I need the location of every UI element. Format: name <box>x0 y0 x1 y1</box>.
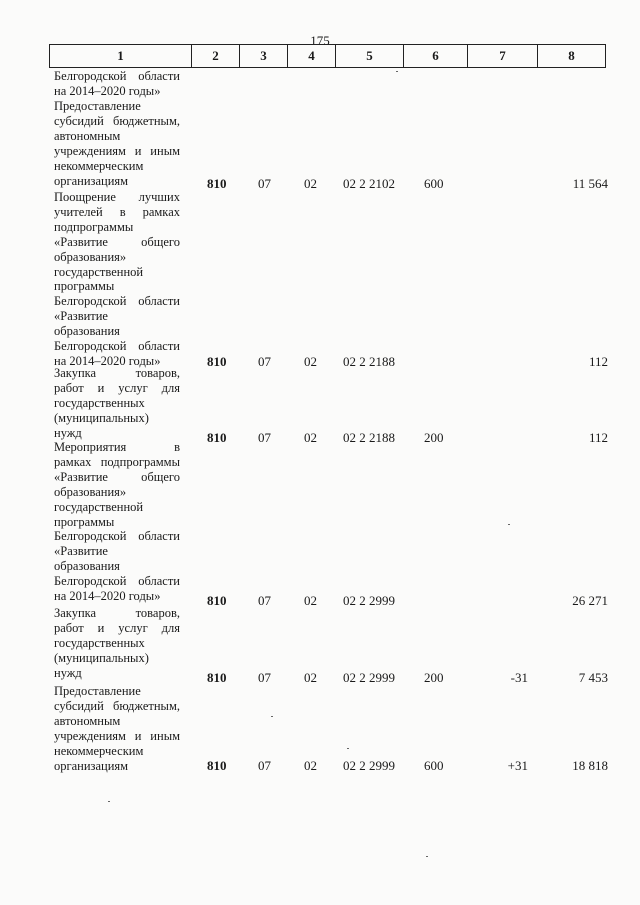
row-description-line: Закупка товаров, <box>54 606 180 620</box>
column-header-3: 3 <box>240 45 288 68</box>
row-description-line: Белгородской области <box>54 69 180 83</box>
row-description-line: образования <box>54 559 120 574</box>
cell-target: 02 2 2102 <box>343 176 395 191</box>
row-description-line: «Развитие <box>54 309 108 324</box>
row-description-line: образования» <box>54 484 127 499</box>
scan-speck <box>508 524 510 525</box>
row-description-line: работ и услуг для <box>54 380 180 395</box>
row-description <box>54 440 180 604</box>
cell-target: 02 2 2188 <box>343 354 395 369</box>
row-description-line: работ и услуг для <box>54 620 180 635</box>
row-description-line: подпрограммы <box>54 219 134 234</box>
row-description <box>54 684 180 773</box>
cell-amount: 7 453 <box>578 670 608 685</box>
column-header-2: 2 <box>192 45 240 68</box>
row-description <box>54 99 180 188</box>
row-description-line: организациям <box>54 173 129 188</box>
row-description-line: (муниципальных) <box>54 410 149 425</box>
cell-code: 810 <box>207 758 227 773</box>
cell-section: 07 <box>258 354 271 369</box>
column-header-4: 4 <box>288 45 336 68</box>
scan-speck <box>108 801 110 802</box>
row-description-line: программы <box>54 279 115 294</box>
row-description-line: Белгородской области <box>54 574 180 589</box>
cell-target: 02 2 2188 <box>343 430 395 445</box>
row-description <box>54 606 180 681</box>
row-description-line: учреждениям и иным <box>54 143 180 158</box>
cell-section: 07 <box>258 670 271 685</box>
row-description <box>54 366 180 441</box>
scan-speck <box>271 716 273 717</box>
row-description-line: на 2014–2020 годы» <box>54 353 161 368</box>
column-header-1: 1 <box>50 45 192 68</box>
cell-target: 02 2 2999 <box>343 758 395 773</box>
row-description-line: программы <box>54 514 115 529</box>
cell-code: 810 <box>207 354 227 369</box>
cell-type: 200 <box>424 670 444 685</box>
row-description-line: субсидий бюджетным, <box>54 113 180 128</box>
scan-speck <box>396 71 398 72</box>
column-header-5: 5 <box>336 45 404 68</box>
row-description-line: нужд <box>54 425 82 440</box>
cell-section: 07 <box>258 430 271 445</box>
cell-subsection: 02 <box>304 176 317 191</box>
cell-code: 810 <box>207 593 227 608</box>
cell-subsection: 02 <box>304 758 317 773</box>
row-description-line: государственных <box>54 395 145 410</box>
row-description <box>54 190 180 369</box>
row-description-line: Поощрение лучших <box>54 190 180 204</box>
row-description-line: автономным <box>54 128 121 143</box>
cell-type: 200 <box>424 430 444 445</box>
cell-subsection: 02 <box>304 670 317 685</box>
cell-target: 02 2 2999 <box>343 593 395 608</box>
cell-target: 02 2 2999 <box>343 670 395 685</box>
cell-subsection: 02 <box>304 354 317 369</box>
row-description-line: некоммерческим <box>54 158 144 173</box>
cell-code: 810 <box>207 670 227 685</box>
scan-speck <box>426 856 428 857</box>
row-description-line: «Развитие общего <box>54 469 180 484</box>
row-description-line: государственной <box>54 499 144 514</box>
cell-type: 600 <box>424 176 444 191</box>
row-description-line: на 2014–2020 годы» <box>54 83 161 98</box>
row-description-line: учреждениям и иным <box>54 728 180 743</box>
cell-amount: 112 <box>588 354 608 369</box>
row-description-line: государственной <box>54 264 144 279</box>
cell-change: -31 <box>510 670 528 685</box>
row-description-line: Предоставление <box>54 99 141 113</box>
row-description-line: образования» <box>54 249 127 264</box>
column-header-7: 7 <box>468 45 538 68</box>
row-description-line: Белгородской области <box>54 529 180 544</box>
row-description-line: на 2014–2020 годы» <box>54 589 161 604</box>
cell-section: 07 <box>258 758 271 773</box>
row-description <box>54 69 180 99</box>
cell-amount: 26 271 <box>572 593 608 608</box>
row-description-line: рамках подпрограммы <box>54 454 180 469</box>
row-description-line: (муниципальных) <box>54 650 149 665</box>
row-description-line: государственных <box>54 635 145 650</box>
cell-subsection: 02 <box>304 430 317 445</box>
row-description-line: «Развитие общего <box>54 234 180 249</box>
row-description-line: автономным <box>54 713 121 728</box>
cell-amount: 18 818 <box>572 758 608 773</box>
cell-subsection: 02 <box>304 593 317 608</box>
column-header-6: 6 <box>404 45 468 68</box>
cell-change: +31 <box>507 758 528 773</box>
row-description-line: Закупка товаров, <box>54 366 180 380</box>
row-description-line: Белгородской области <box>54 294 180 309</box>
cell-amount: 11 564 <box>572 176 608 191</box>
row-description-line: «Развитие <box>54 544 108 559</box>
column-header-row <box>50 45 606 68</box>
cell-code: 810 <box>207 430 227 445</box>
row-description-line: Белгородской области <box>54 339 180 354</box>
row-description-line: субсидий бюджетным, <box>54 698 180 713</box>
cell-type: 600 <box>424 758 444 773</box>
row-description-line: Мероприятия в <box>54 440 180 454</box>
cell-code: 810 <box>207 176 227 191</box>
column-header-8: 8 <box>538 45 606 68</box>
cell-amount: 112 <box>588 430 608 445</box>
row-description-line: организациям <box>54 758 129 773</box>
page-number: 175 <box>310 33 330 48</box>
cell-section: 07 <box>258 176 271 191</box>
row-description-line: учителей в рамках <box>54 204 180 219</box>
row-description-line: образования <box>54 324 120 339</box>
column-header-table <box>49 44 606 68</box>
row-description-line: Предоставление <box>54 684 141 698</box>
row-description-line: некоммерческим <box>54 743 144 758</box>
row-description-line: нужд <box>54 665 82 680</box>
cell-section: 07 <box>258 593 271 608</box>
scan-speck <box>347 748 349 749</box>
